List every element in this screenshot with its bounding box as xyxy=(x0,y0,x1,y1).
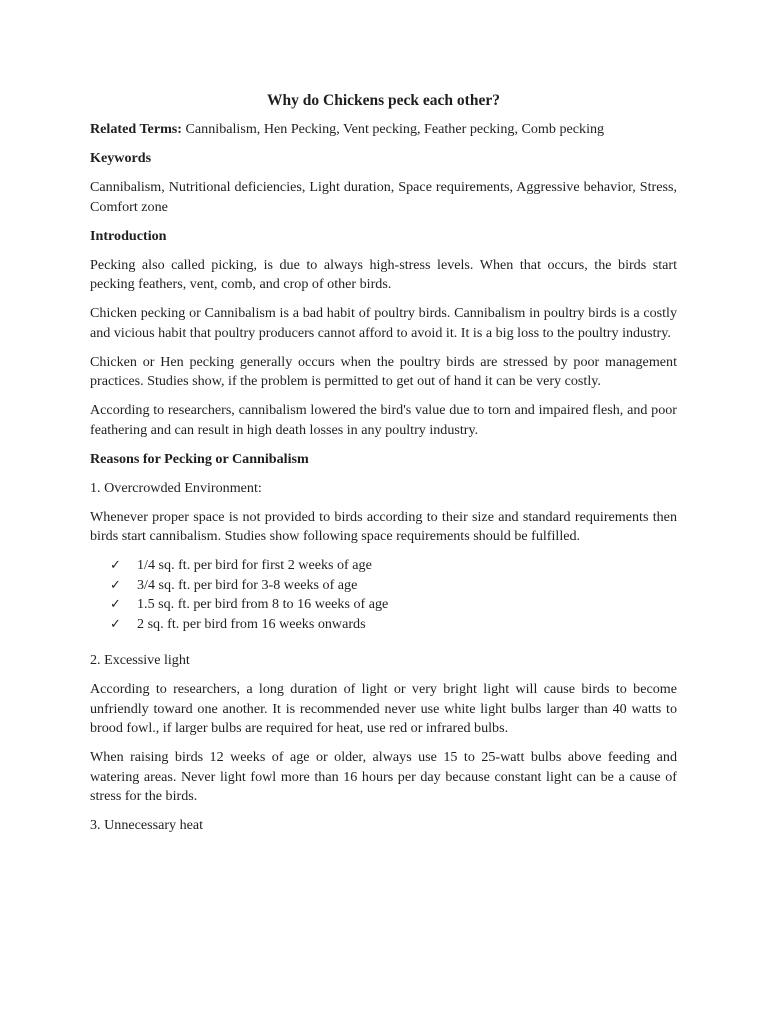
introduction-heading: Introduction xyxy=(90,227,167,244)
intro-paragraph-3: Chicken or Hen pecking generally occurs when the poultry birds are stressed by poor management practices. Studies show, if the problem is permitted to get out of hand it can be very costly. xyxy=(90,353,677,389)
intro-paragraph-2: Chicken pecking or Cannibalism is a bad habit of poultry birds. Cannibalism in poultry birds is a costly and vicious habit that poultry producers cannot afford to avoid it. It is a big loss to the poultry industry. xyxy=(90,305,677,341)
excessive-light-title: 2. Excessive light xyxy=(90,652,190,668)
excessive-light-paragraph-2: When raising birds 12 weeks of age or older, always use 15 to 25-watt bulbs above feeding and watering areas. Never light fowl more than 16 hours per day because constant light can be a cause of stress for the birds. xyxy=(90,749,677,804)
intro-paragraph-1: Pecking also called picking, is due to always high-stress levels. When that occurs, the birds start pecking feathers, vent, comb, and crop of other birds. xyxy=(90,256,677,292)
reasons-heading: Reasons for Pecking or Cannibalism xyxy=(90,450,309,467)
keywords-heading: Keywords xyxy=(90,150,152,166)
list-item-text: 1/4 sq. ft. per bird for first 2 weeks of age xyxy=(137,557,372,573)
list-item xyxy=(110,576,677,596)
list-item-text: 1.5 sq. ft. per bird from 8 to 16 weeks of age xyxy=(137,596,389,612)
list-item-text: 2 sq. ft. per bird from 16 weeks onwards xyxy=(137,615,366,632)
list-item-text: 3/4 sq. ft. per bird for 3-8 weeks of age xyxy=(137,576,358,593)
intro-paragraph-4: According to researchers, cannibalism lowered the bird's value due to torn and impaired flesh, and poor feathering and can result in high death losses in any poultry industry. xyxy=(90,402,677,438)
document-title: Why do Chickens peck each other? xyxy=(267,92,500,109)
related-terms xyxy=(90,120,677,140)
list-item xyxy=(110,595,677,615)
overcrowded-text: Whenever proper space is not provided to birds according to their size and standard requirements then birds start cannibalism. Studies show following space requirements should be fulfilled. xyxy=(90,508,677,544)
checkmark-icon: ✓ xyxy=(110,558,121,573)
checkmark-icon: ✓ xyxy=(110,577,121,593)
keywords-text: Cannibalism, Nutritional deficiencies, Light duration, Space requirements, Aggressive behavior, Stress, Comfort zone xyxy=(90,179,677,215)
related-terms-value: Cannibalism, Hen Pecking, Vent pecking, Feather pecking, Comb pecking xyxy=(185,121,605,137)
checkmark-icon: ✓ xyxy=(110,597,121,612)
list-item xyxy=(110,556,677,576)
unnecessary-heat-title: 3. Unnecessary heat xyxy=(90,817,204,833)
checkmark-icon: ✓ xyxy=(110,616,121,632)
space-requirements-list xyxy=(90,556,677,634)
list-item xyxy=(110,615,677,635)
related-terms-label: Related Terms: xyxy=(90,121,182,137)
overcrowded-title: 1. Overcrowded Environment: xyxy=(90,479,262,496)
excessive-light-paragraph-1: According to researchers, a long duration of light or very bright light will cause birds to become unfriendly toward one another. It is recommended never use white light bulbs larger than 40 watts to brood fowl., if larger bulbs are required for heat, use red or infrared bulbs. xyxy=(90,681,677,736)
